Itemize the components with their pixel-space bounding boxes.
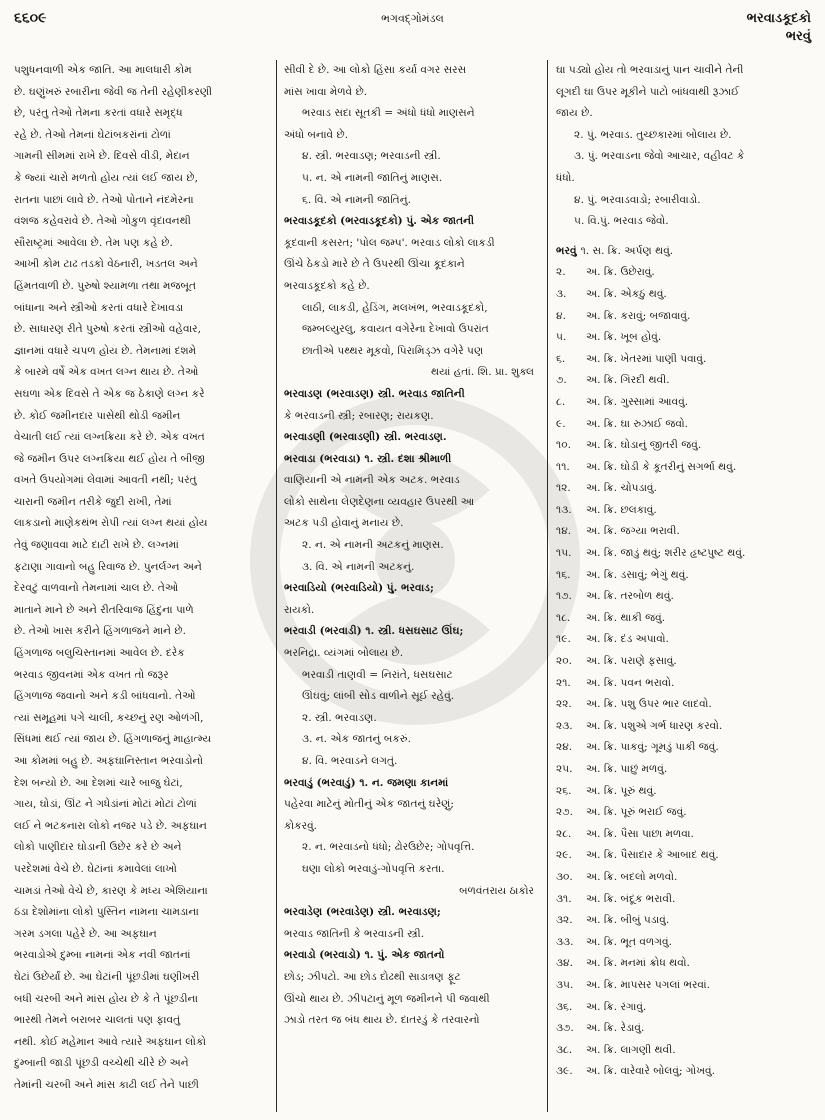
text-line: જ્ઞાનમાં વધારે ચપળ હોય છે. તેમનામાં દશમે xyxy=(14,344,197,357)
sense-text: અ. ક્રિ. મનમાં ક્રોધ થવો. xyxy=(586,957,690,970)
text-line: કે બારમે વર્ષે એક વખત લગ્ન થાય છે. તેઓ xyxy=(14,366,199,379)
sense-text: અ. ક્રિ. કરાવું; બજાવાવું. xyxy=(586,309,691,322)
sense-item xyxy=(556,306,814,328)
sense-number: ૧૯. xyxy=(556,633,571,646)
book-title: ભગવદ્ગોમંડલ xyxy=(381,12,444,25)
sense-text: અ. ક્રિ. પાછું મળવું. xyxy=(586,763,668,775)
text-line: કે જ્યાં ચારો મળતો હોય ત્યાં લઈ જાય છે, xyxy=(14,171,198,184)
text-line: લાઠી, લાકડી, હેડિંગ, મલખંભ, ભરવાડકૂદકો, xyxy=(302,301,488,314)
text-line: રાયકો. xyxy=(284,603,315,616)
text-line: પશુધનવાળી એક જાતિ. આ માલધારી કોમ xyxy=(14,64,192,76)
sense-item xyxy=(556,716,814,738)
sense-item xyxy=(556,824,814,846)
sense-item xyxy=(556,910,814,932)
text-line: તેમાંની ચરબી અને માંસ કાઢી લઈ તેને પાછી xyxy=(14,1078,199,1091)
sense-number: ૨૦. xyxy=(556,655,572,668)
sense-item xyxy=(556,349,814,371)
text-line: હિંગળાજ જવાનો અને કડી બાંધવાનો. તેઓ xyxy=(14,690,196,703)
entry-headword-line: ભરવાડણ (ભરવાડણ) સ્ત્રી. ભરવાડ જાતિની xyxy=(284,387,465,400)
sense-text: અ. ક્રિ. પૂરું ભરાઈ જવું. xyxy=(586,806,687,819)
sense-number: ૨૭. xyxy=(556,806,573,819)
text-line: હિંમતવાળી છે. પુરુષો શ્યામળા તથા મજબૂત xyxy=(14,279,197,292)
sense-number: ૩. xyxy=(556,287,567,300)
text-line: પહેરવા માટેનું મોતીનું એક જાતનું ઘરેણું; xyxy=(284,798,454,811)
sense-item xyxy=(556,262,814,284)
sense-number: ૧૨. xyxy=(556,482,571,495)
text-line: લૂગદી ઘા ઉપર મૂકીને પાટો બાંધવાથી રૂઝાઈ xyxy=(556,85,740,98)
sense-text: અ. ક્રિ. પશુ ઉપર ભાર લાદવો. xyxy=(586,698,712,711)
text-line: આખી કોમ ટાઢ તડકો વેઠનારી, ખડતલ અને xyxy=(14,258,198,271)
sense-number: ૩૩. xyxy=(556,935,574,948)
column-3 xyxy=(556,60,814,1112)
text-line: છાતીએ પથ્થર મૂકવો, પિરામિડ્ઝ વગેરે પણ xyxy=(302,344,484,357)
text-line: છે. ઘણુંખરું રબારીના જેવી જ તેની રહેણીકરણી xyxy=(14,85,213,98)
sense-number: ૧૧. xyxy=(556,460,570,473)
guide-word-last: ભરવું xyxy=(785,29,811,44)
sense-number: ૨૮. xyxy=(556,827,572,840)
sense-text: અ. ક્રિ. ઘોડાનું જીતરી જવું. xyxy=(586,439,702,452)
column-1 xyxy=(14,60,270,1112)
sense-number: ૩૧. xyxy=(556,892,572,905)
sense-number: ૨૫. xyxy=(556,763,573,775)
text-line: ઘેટાં ઉછેર્યાં છે. આ ઘેટાંની પૂંછડીમાં ઘણીખરી xyxy=(14,970,200,983)
page-header xyxy=(14,6,811,58)
sense-item xyxy=(556,608,814,630)
entry-headword-line: ભરવાડકૂદકો (ભરવાડકૂદકો) પું. એક જાતની xyxy=(284,215,475,228)
text-line: વખતે ઉપયોગમાં લેવામાં આવતી નથી; પરંતુ xyxy=(14,474,197,487)
sense-text: અ. ક્રિ. પૈસા પાછા મળવા. xyxy=(586,827,694,840)
text-line: કે ભરવાડની સ્ત્રી; રબારણ; રાયકણ. xyxy=(284,409,434,422)
text-line: ૪. પું. ભરવાડવાડો; રબારીવાડો. xyxy=(574,193,701,206)
sense-item xyxy=(556,521,814,543)
sense-text: અ. ક્રિ. પૈસાદાર કે આબાદ થવું. xyxy=(586,849,719,862)
text-line: છે. કોઈ જમીનદાર પાસેથી થોડી જમીન xyxy=(14,409,181,422)
sense-number: ૨૪. xyxy=(556,741,573,754)
sense-text: અ. ક્રિ. રેડાવું. xyxy=(586,1022,645,1035)
text-line: ફટાણા ગાવાનો બહુ રિવાજ છે. પુનર્લગ્ન અને xyxy=(14,560,202,573)
text-line: વાણિયાની એ નામની એક અટક. ભરવાડ xyxy=(284,474,460,487)
sense-number: ૪. xyxy=(556,309,566,322)
sense-item xyxy=(556,500,814,522)
sense-item xyxy=(556,651,814,673)
text-line: કૂદવાની કસરત; 'પોલ જમ્પ'. ભરવાડ લોકો લાકડી xyxy=(284,236,495,249)
sense-text: અ. ક્રિ. એકઠું થવું. xyxy=(586,287,667,300)
text-line: માતાને માને છે અને રીતરિવાજ હિંદુના પાળે xyxy=(14,603,194,616)
sense-number: ૩૨. xyxy=(556,914,573,927)
text-line: ત્યાં સમૂહમાં પગે ચાલી, કચ્છનું રણ ઓળંગી, xyxy=(14,711,204,724)
text-line: વેચાતી લઈ ત્યાં લગ્નક્રિયા કરે છે. એક વખત xyxy=(14,431,205,444)
text-line: ઠંડા દેશોમાંના લોકો પુસ્તિન નામના ચામડાના xyxy=(14,906,199,919)
entry-headword-line: ભરવાડું (ભરવાડું) ૧. ન. જમણા કાનમાં xyxy=(284,776,449,789)
text-line: ઊંઘવું; લાંબી સોડ વાળીને સૂઈ રહેવું. xyxy=(302,690,455,703)
text-line: ૩. પું. ભરવાડના જેવો આચાર, વહીવટ કે xyxy=(574,150,745,163)
sense-item xyxy=(556,694,814,716)
text-line: રહે છે. તેઓ તેમનાં ઘેટાંબકરાંનાં ટોળાં xyxy=(14,128,171,141)
sense-number: ૧૬. xyxy=(556,568,571,581)
sense-number: ૩૫. xyxy=(556,978,574,991)
text-line: છોડ; ઝીપટો. આ છોડ દોઢથી સાડાત્રણ ફૂટ xyxy=(284,970,461,983)
sense-item xyxy=(556,284,814,306)
text-line: ભારથી તેમને બરાબર ચાલતાં પણ ફાવતું xyxy=(14,1014,181,1027)
text-line: સૌરાષ્ટ્રમાં આવેલા છે. તેમ પણ કહે છે. xyxy=(14,236,173,249)
text-line: ધંધો. xyxy=(556,171,575,184)
text-line: ઘણા લોકો ભરવાડું-ગોપવૃત્તિ કરતા. xyxy=(302,862,445,875)
sense-item xyxy=(556,327,814,349)
sense-text: અ. ક્રિ. પશુએ ગર્ભ ધારણ કરવો. xyxy=(586,719,723,732)
text-line: ૪. વિ. ભરવાડને લગતું. xyxy=(302,755,398,767)
sense-number: ૩૮. xyxy=(556,1043,573,1056)
sense-number: ૩૯. xyxy=(556,1065,573,1078)
sense-item xyxy=(556,565,814,587)
text-line: લોકો પાણીદાર ઘોડાની ઉછેર કરે છે અને xyxy=(14,841,182,854)
text-line: કોકરવું. xyxy=(284,819,318,832)
sense-item xyxy=(556,889,814,911)
sense-item xyxy=(556,781,814,803)
text-line: ભરવાડ જીવનમાં એક વખત તો જરૂર xyxy=(14,668,169,681)
text-line: દેરવટું વાળવાનો તેમનામાં ચાલ છે. તેઓ xyxy=(14,582,179,595)
sense-number: ૨૬. xyxy=(556,784,572,797)
entry-headword-line: ભરવાડેણ (ભરવાડેણ) સ્ત્રી. ભરવાડણ; xyxy=(284,906,441,919)
text-line: ગાય, ઘોડાં, ઊંટ ને ગધેડાંનાં મોટાં મોટાં ટોળાં xyxy=(14,798,197,811)
guide-word-first: ભરવાડકૂદકો xyxy=(746,11,811,26)
sense-text: અ. ક્રિ. લાગણી થવી. xyxy=(586,1043,676,1056)
text-line: ૫. ન. એ નામની જાતિનું માણસ. xyxy=(302,171,443,184)
sense-text: અ. ક્રિ. ખૂબ હોવું. xyxy=(586,331,662,344)
sense-text: અ. ક્રિ. બીબું પડાવું. xyxy=(586,914,670,927)
sense-text: અ. ક્રિ. ભૂત વળગવું. xyxy=(586,935,672,948)
text-line: લાકડાનો માણેકથંભ રોપી ત્યાં લગ્ન થયાં હોય xyxy=(14,517,208,530)
text-line: ૫. વિ.પું. ભરવાડ જેવો. xyxy=(574,215,669,228)
text-line: ૨. પું. ભરવાડ. તુચ્છકારમાં બોલાય છે. xyxy=(574,128,732,141)
sense-text: અ. ક્રિ. ઘા રુઝાઈ જવો. xyxy=(586,417,689,430)
sense-text: અ. ક્રિ. ડસાવું; ભેગું થવું. xyxy=(586,568,689,581)
sense-number: ૬. xyxy=(556,352,566,365)
column-divider xyxy=(547,60,548,1112)
sense-number: ભરવું xyxy=(556,244,577,257)
sense-item xyxy=(556,478,814,500)
text-line: ભરનિદ્રા. વ્યંગમાં બોલાય છે. xyxy=(284,647,404,660)
text-line: સીવી દે છે. આ લોકો હિંસા કર્યા વગર સરસ xyxy=(284,64,467,76)
sense-item xyxy=(556,953,814,975)
text-line: તેવું જણાવવા માટે દાટી રાખે છે. લગ્નમાં xyxy=(14,539,179,552)
sense-item xyxy=(556,867,814,889)
sense-number: ૫. xyxy=(556,331,567,344)
text-line: ૨. ન. ભરવાડનો ધંધો; ઢોરઉછેર; ગોપવૃત્તિ. xyxy=(302,841,475,854)
text-line: ૨. સ્ત્રી. ભરવાડણ. xyxy=(302,711,377,724)
sense-text: અ. ક્રિ. ગુસ્સામાં આવવું. xyxy=(586,395,689,408)
text-line: રાતના પાછાં લાવે છે. તેઓ પોતાને નંદમેરના xyxy=(14,193,194,206)
sense-text: અ. ક્રિ. પાકવું; ગૂમડું પાકી જવું. xyxy=(586,741,719,754)
text-line: ગરમ ડગલા પહેરે છે. આ અફઘાન xyxy=(14,927,157,940)
sense-number: ૨૩. xyxy=(556,719,573,732)
sense-item xyxy=(556,1018,814,1040)
text-line: જમ્બલ્યુરલુ, કવાયત વગેરેના દેખાવો ઉપરાંત xyxy=(302,323,489,336)
sense-number: ૩૭. xyxy=(556,1022,574,1035)
text-line: નથી. કોઈ મહેમાન આવે ત્યારે અફઘાન લોકો xyxy=(14,1035,207,1048)
text-line: ૬. વિ. એ નામની જાતિનું. xyxy=(302,193,411,206)
text-line: ઝાડો તરત જ બંધ થાય છે. દાતરડું કે તરવારનો xyxy=(284,1014,480,1027)
sense-number: ૧૫. xyxy=(556,547,572,560)
sense-item xyxy=(556,997,814,1019)
text-line: જે જમીન ઉપર લગ્નક્રિયા થઈ હોય તે બીજી xyxy=(14,452,205,465)
sense-text: અ. ક્રિ. ઘોડી કે કૂતરીનું સગર્ભા થવું. xyxy=(586,460,737,473)
sense-number: ૧૮. xyxy=(556,611,571,624)
sense-text: અ. ક્રિ. છલકાવું. xyxy=(586,503,657,516)
text-line: અંધો બનાવે છે. xyxy=(284,128,349,141)
sense-number: ૧૩. xyxy=(556,503,572,516)
sense-item xyxy=(556,673,814,695)
column-2 xyxy=(284,60,540,1112)
text-line: હિંગળાજ બલુચિસ્તાનમાં આવેલ છે. દરેક xyxy=(14,647,185,660)
sense-item xyxy=(556,370,814,392)
sense-item xyxy=(556,975,814,997)
sense-text: અ. ક્રિ. પરાણે ફસાવું. xyxy=(586,655,677,668)
entry-headword-line: ભરવાડી (ભરવાડી) ૧. સ્ત્રી. ધસઘસાટ ઊંઘ; xyxy=(284,625,464,638)
text-line: બળવંતરાય ઠાકોર xyxy=(459,884,534,897)
sense-text: અ. ક્રિ. ખેતરમાં પાણી પવાવું. xyxy=(586,352,707,365)
sense-text: અ. ક્રિ. પવન ભરાવો. xyxy=(586,676,675,689)
text-line: ઊંચે ઠેકડો મારે છે તે ઉપરથી ઊંચા કૂદકાને xyxy=(284,258,465,271)
text-line: વંશજ કહેવરાવે છે. તેઓ ગોકુળ વૃંદાવનથી xyxy=(14,215,191,228)
entry-headword-line: ભરવાડિયો (ભરવાડિયો) પું. ભરવાડ; xyxy=(284,582,434,595)
text-line: જાય છે. xyxy=(556,107,593,120)
text-line: ભરવાડોએ દુમ્બા નામનાં એક નવી જાતનાં xyxy=(14,949,191,962)
text-line: ભરવાડી તાણવી = નિરાંતે, ધસઘસાટ xyxy=(302,668,453,681)
text-line: અટક પડી હોવાનું મનાય છે. xyxy=(284,517,404,530)
text-line: ઘા પડ્યો હોય તો ભરવાડાનું પાન ચાવીને તેની xyxy=(556,64,744,76)
sense-text: અ. ક્રિ. બંદૂક ભરાવી. xyxy=(586,892,676,905)
text-line: માંસ ખાવા મેળવે છે. xyxy=(284,85,368,98)
sense-text: ૧. સ. ક્રિ. અર્પણ થવું. xyxy=(580,244,674,257)
text-line: ભરવાડકૂદકો કહે છે. xyxy=(284,279,370,292)
sense-text: અ. ક્રિ. જાડું થવું; શરીર હૃષ્ટપુષ્ટ થવું. xyxy=(586,547,746,560)
sense-item xyxy=(556,414,814,436)
guide-words xyxy=(747,10,811,46)
text-line: લોકો સાથેના લેણદેણના વ્યવહાર ઉપરથી આ xyxy=(284,495,475,508)
entry-headword-line: ભરવાડણી (ભરવાડણી) સ્ત્રી. ભરવાડણ. xyxy=(284,431,447,444)
text-line: પરદેશમાં વેચે છે. ઘેટાંનાં કમાવેલાં લાખો xyxy=(14,862,177,875)
sense-text: અ. ક્રિ. તરબોળ થવું. xyxy=(586,590,674,603)
text-line: થયાં હતાં. શિ. પ્રા. શુક્લ xyxy=(430,366,534,379)
sense-number: ૨૨. xyxy=(556,698,572,711)
text-line: સઘળા એક દિવસે તે એક જ ઠેકાણે લગ્ન કરે xyxy=(14,387,205,400)
text-line: ૩. વિ. એ નામની અટકનું. xyxy=(302,560,415,573)
entry-headword-line: ભરવાડા (ભરવાડા) ૧. સ્ત્રી. દશા શ્રીમાળી xyxy=(284,452,452,465)
column-divider xyxy=(276,60,277,1112)
text-line: છે. તેઓ ખાસ કરીને હિંગળાજને માને છે. xyxy=(14,625,186,638)
text-line: દેશ બન્યો છે. આ દેશમાં ચારે બાજુ ઘેટાં, xyxy=(14,776,183,789)
sense-item xyxy=(556,435,814,457)
sense-number: ૨૯. xyxy=(556,849,572,862)
text-line: ગામની સીમમાં રાખે છે. દિવસે વીડી, મેદાન xyxy=(14,150,190,163)
sense-number: ૩૦. xyxy=(556,870,573,883)
text-line: ૩. ન. એક જાતનું બકરું. xyxy=(302,733,411,746)
sense-item xyxy=(556,543,814,565)
sense-text: અ. ક્રિ. વારેવારે બોલવું; ગોખવું. xyxy=(586,1065,715,1078)
page-number: ૬૬૦૯ xyxy=(14,10,47,26)
sense-item xyxy=(556,759,814,781)
sense-text: અ. ક્રિ. રંગાવું. xyxy=(586,1000,647,1013)
sense-list xyxy=(556,241,814,1083)
sense-item xyxy=(556,586,814,608)
text-line: ૨. ન. એ નામની અટકનું માણસ. xyxy=(302,539,444,552)
sense-item xyxy=(556,629,814,651)
sense-item xyxy=(556,457,814,479)
sense-text: અ. ક્રિ. ચોપડાવું. xyxy=(586,482,657,495)
sense-text: અ. ક્રિ. ગિરદી થવી. xyxy=(586,374,670,387)
sense-item xyxy=(556,392,814,414)
column-3-intro xyxy=(556,60,814,233)
sense-item xyxy=(556,1040,814,1062)
sense-item xyxy=(556,932,814,954)
sense-text: અ. ક્રિ. બદલો મળવો. xyxy=(586,870,678,883)
text-line: સિંધમાં થઈ ત્યાં જાય છે. હિંગળાજનું માહાત્મ્ય xyxy=(14,733,212,746)
sense-number: ૨૧. xyxy=(556,676,571,689)
text-line: છે, પરંતુ તેઓ તેમના કરતાં વધારે સમૃદ્ધ xyxy=(14,107,183,120)
text-line: બાંધાના અને સ્ત્રીઓ કરતાં વધારે દેખાવડા xyxy=(14,301,184,314)
sense-number: ૧૦. xyxy=(556,439,571,452)
sense-number: ૩૪. xyxy=(556,957,573,970)
sense-number: ૭. xyxy=(556,374,567,387)
text-line: બધી ચરબી અને માંસ હોય છે કે તે પૂંછડીના xyxy=(14,992,198,1005)
text-line: લઈ ને ભટકનારા લોકો નજર પડે છે. અફઘાન xyxy=(14,819,207,832)
sense-item xyxy=(556,1061,814,1083)
sense-number: ૯. xyxy=(556,417,566,430)
text-line: છે. સાધારણ રીતે પુરુષો કરતાં સ્ત્રીઓ વહેવાર, xyxy=(14,323,202,336)
text-line: ચારાની જમીન તરીકે જુદી રાખી, તેમાં xyxy=(14,495,172,508)
text-line: ચામડાં તેઓ વેચે છે, કારણ કે મધ્ય એશિયાના xyxy=(14,884,208,897)
sense-item xyxy=(556,802,814,824)
entry-headword-line: ભરવાડો (ભરવાડો) ૧. પું. એક જાતનો xyxy=(284,949,445,962)
sense-text: અ. ક્રિ. દંડ અપાવો. xyxy=(586,633,669,646)
sense-number: ૮. xyxy=(556,395,566,408)
sense-item xyxy=(556,241,814,263)
sense-number: ૧૪. xyxy=(556,525,572,538)
sense-text: અ. ક્રિ. ઉછેરાવું. xyxy=(586,266,655,279)
sense-text: અ. ક્રિ. માપસર પગલાં ભરવાં. xyxy=(586,978,710,991)
text-line: ભરવાડ સદા સૂતકી = અંધો ધંધો માણસને xyxy=(302,107,475,120)
sense-text: અ. ક્રિ. થાકી જવું. xyxy=(586,611,666,624)
text-line: ભરવાડ જાતિની કે ભરવાડની સ્ત્રી. xyxy=(284,927,425,940)
sense-text: અ. ક્રિ. જગ્યા ભરાવી. xyxy=(586,525,680,538)
sense-number: ૩૬. xyxy=(556,1000,573,1013)
sense-number: ૨. xyxy=(556,266,566,279)
sense-item xyxy=(556,737,814,759)
sense-text: અ. ક્રિ. પૂરું થવું. xyxy=(586,784,657,797)
sense-number: ૧૭. xyxy=(556,590,572,603)
text-line: આ કોમમાં બહુ છે. અફઘાનિસ્તાન ભરવાડોનો xyxy=(14,755,204,767)
text-line: ૪. સ્ત્રી. ભરવાડણ; ભરવાડની સ્ત્રી. xyxy=(302,150,441,163)
sense-item xyxy=(556,845,814,867)
text-line: દુમ્બાની જાડી પૂંછડી વચ્ચેથી ચીરે છે અને xyxy=(14,1057,189,1070)
text-line: ઊંચો થાય છે. ઝીપટાનું મૂળ જમીનને પી જવાથી xyxy=(284,992,490,1005)
